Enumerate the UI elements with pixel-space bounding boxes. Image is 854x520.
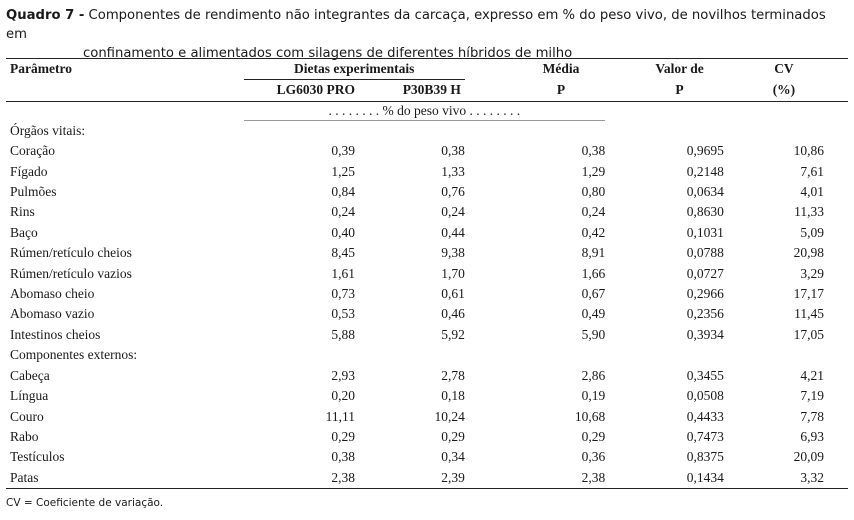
table-row	[6, 366, 848, 386]
cell-p-value: 0,8375	[686, 449, 724, 465]
cell-media: 1,29	[581, 163, 606, 179]
table-row	[6, 447, 848, 467]
cell-lg6030: 11,11	[325, 408, 355, 424]
table-row	[6, 407, 848, 427]
cell-p-value: 0,0634	[686, 184, 724, 200]
row-name: Abomaso cheio	[10, 286, 95, 302]
cell-lg6030: 5,88	[331, 326, 355, 342]
table-row	[6, 141, 848, 161]
cell-lg6030: 0,39	[331, 143, 355, 159]
cell-p-value: 0,7473	[686, 428, 724, 444]
cell-p30b39: 5,92	[441, 326, 465, 342]
table-row	[6, 325, 848, 345]
cell-media: 5,90	[581, 326, 606, 342]
cell-media: 0,24	[581, 204, 606, 220]
cell-media: 0,49	[581, 306, 606, 322]
cell-p30b39: 0,61	[441, 286, 465, 302]
cell-p30b39: 0,24	[441, 204, 465, 220]
cell-cv: 17,05	[793, 326, 824, 342]
caption-line2: confinamento e alimentados com silagens de diferentes híbridos de milho	[83, 46, 573, 61]
row-name: Patas	[6, 468, 244, 489]
cell-p30b39: 1,33	[441, 163, 465, 179]
cell-media: 0,29	[581, 428, 606, 444]
cell-media: 0,19	[581, 388, 606, 404]
table-row	[6, 264, 848, 284]
section-title: Componentes externos:	[10, 347, 138, 363]
section-row	[6, 120, 848, 141]
cell-p-value: 0,1031	[686, 224, 724, 240]
table-row	[6, 243, 848, 263]
cell-p30b39: 0,76	[441, 184, 465, 200]
cell-p30b39: 0,46	[441, 306, 465, 322]
row-name: Testículos	[10, 449, 65, 465]
cell-lg6030: 2,93	[331, 367, 355, 383]
cell-media: 0,80	[581, 184, 606, 200]
cell-media: 0,38	[581, 143, 606, 159]
cell-lg6030: 0,20	[331, 388, 355, 404]
header-valor-sub: P	[605, 80, 724, 101]
table-row	[6, 427, 848, 447]
data-table	[6, 58, 848, 489]
cell-p-value: 0,0788	[686, 245, 724, 261]
row-name: Rúmen/retículo cheios	[10, 245, 132, 261]
row-name: Pulmões	[10, 184, 57, 200]
table-row	[6, 386, 848, 406]
cell-p-value: 0,2966	[686, 286, 724, 302]
cell-cv: 4,21	[800, 367, 824, 383]
row-name: Fígado	[10, 163, 48, 179]
cell-media: 8,91	[581, 245, 606, 261]
cell-cv: 6,93	[800, 428, 824, 444]
cell-lg6030: 1,61	[331, 265, 355, 281]
cell-lg6030: 0,73	[331, 286, 355, 302]
cell-cv: 5,09	[800, 224, 824, 240]
table-row	[6, 162, 848, 182]
cell-p30b39: 0,34	[441, 449, 465, 465]
cell-p-value: 0,0508	[686, 388, 724, 404]
cell-cv: 10,86	[793, 143, 824, 159]
cell-p-value: 0,2356	[686, 306, 724, 322]
cell-p-value: 0,0727	[686, 265, 724, 281]
cell-lg6030: 0,84	[331, 184, 355, 200]
header-cv-sub: (%)	[724, 80, 848, 101]
cell-lg6030: 0,24	[331, 204, 355, 220]
cell-cv: 7,61	[800, 163, 824, 179]
section-title: Órgãos vitais:	[10, 122, 86, 138]
cell-p-value: 0,3934	[686, 326, 724, 342]
cell-p-value: 0,2148	[686, 163, 724, 179]
cell-lg6030: 0,53	[331, 306, 355, 322]
cell-p30b39: 0,44	[441, 224, 465, 240]
table-header	[6, 59, 848, 102]
unit-row	[6, 101, 848, 120]
cell-p30b39: 1,70	[441, 265, 465, 281]
cell-cv: 7,19	[800, 388, 824, 404]
cell-p-value: 0,8630	[686, 204, 724, 220]
table-row	[6, 182, 848, 202]
cell-p-value: 0,4433	[686, 408, 724, 424]
table-row	[6, 468, 848, 489]
header-media-sub: P	[465, 80, 605, 101]
cell-cv: 11,33	[794, 204, 824, 220]
table-row	[6, 304, 848, 324]
header-hybrid1: LG6030 PRO	[244, 80, 355, 101]
footnote: CV = Coeficiente de variação.	[6, 497, 164, 509]
table-body	[6, 101, 848, 488]
unit-label: . . . . . . . . % do peso vivo . . . . . . . .	[244, 101, 606, 120]
cell-lg6030: 0,29	[331, 428, 355, 444]
header-cv: CV	[724, 59, 848, 80]
cell-p-value: 0,1434	[605, 468, 724, 489]
row-name: Abomaso vazio	[10, 306, 95, 322]
cell-lg6030: 2,38	[244, 468, 355, 489]
cell-lg6030: 1,25	[331, 163, 355, 179]
row-name: Couro	[10, 408, 44, 424]
row-name: Cabeça	[10, 367, 50, 383]
cell-p-value: 0,3455	[686, 367, 724, 383]
row-name: Rúmen/retículo vazios	[10, 265, 132, 281]
cell-cv: 3,29	[800, 265, 824, 281]
cell-lg6030: 0,38	[331, 449, 355, 465]
cell-p30b39: 9,38	[441, 245, 465, 261]
row-name: Rins	[10, 204, 35, 220]
cell-media: 0,36	[581, 449, 606, 465]
cell-p30b39: 2,78	[441, 367, 465, 383]
cell-cv: 7,78	[800, 408, 824, 424]
table-caption	[6, 6, 848, 63]
cell-media: 10,68	[574, 408, 606, 424]
header-dietas: Dietas experimentais	[244, 59, 465, 80]
header-hybrid2: P30B39 H	[355, 80, 465, 101]
table-row	[6, 202, 848, 222]
cell-cv: 20,09	[793, 449, 824, 465]
cell-p30b39: 0,29	[441, 428, 465, 444]
table-row	[6, 284, 848, 304]
cell-media: 0,42	[581, 224, 606, 240]
header-parametro: Parâmetro	[6, 59, 244, 80]
row-name: Baço	[10, 224, 38, 240]
cell-cv: 3,32	[724, 468, 848, 489]
header-media: Média	[465, 59, 605, 80]
caption-label: Quadro 7 -	[6, 8, 85, 23]
row-name: Língua	[10, 388, 49, 404]
cell-media: 1,66	[581, 265, 606, 281]
cell-p30b39: 0,38	[441, 143, 465, 159]
cell-cv: 20,98	[793, 245, 824, 261]
cell-lg6030: 0,40	[331, 224, 355, 240]
section-row	[6, 345, 848, 365]
cell-p30b39: 2,39	[355, 468, 465, 489]
cell-cv: 17,17	[793, 286, 824, 302]
cell-p30b39: 10,24	[434, 408, 465, 424]
caption-line1: Componentes de rendimento não integrantes da carcaça, expresso em % do peso vivo, de novilhos terminados em	[6, 8, 826, 42]
cell-media: 0,67	[581, 286, 606, 302]
row-name: Intestinos cheios	[10, 326, 101, 342]
cell-media: 2,86	[581, 367, 606, 383]
cell-p-value: 0,9695	[686, 143, 724, 159]
cell-cv: 11,45	[794, 306, 824, 322]
row-name: Rabo	[10, 428, 39, 444]
table-row	[6, 223, 848, 243]
row-name: Coração	[10, 143, 55, 159]
cell-media: 2,38	[465, 468, 605, 489]
cell-p30b39: 0,18	[441, 388, 465, 404]
header-valor: Valor de	[605, 59, 724, 80]
cell-lg6030: 8,45	[331, 245, 355, 261]
cell-cv: 4,01	[800, 184, 824, 200]
